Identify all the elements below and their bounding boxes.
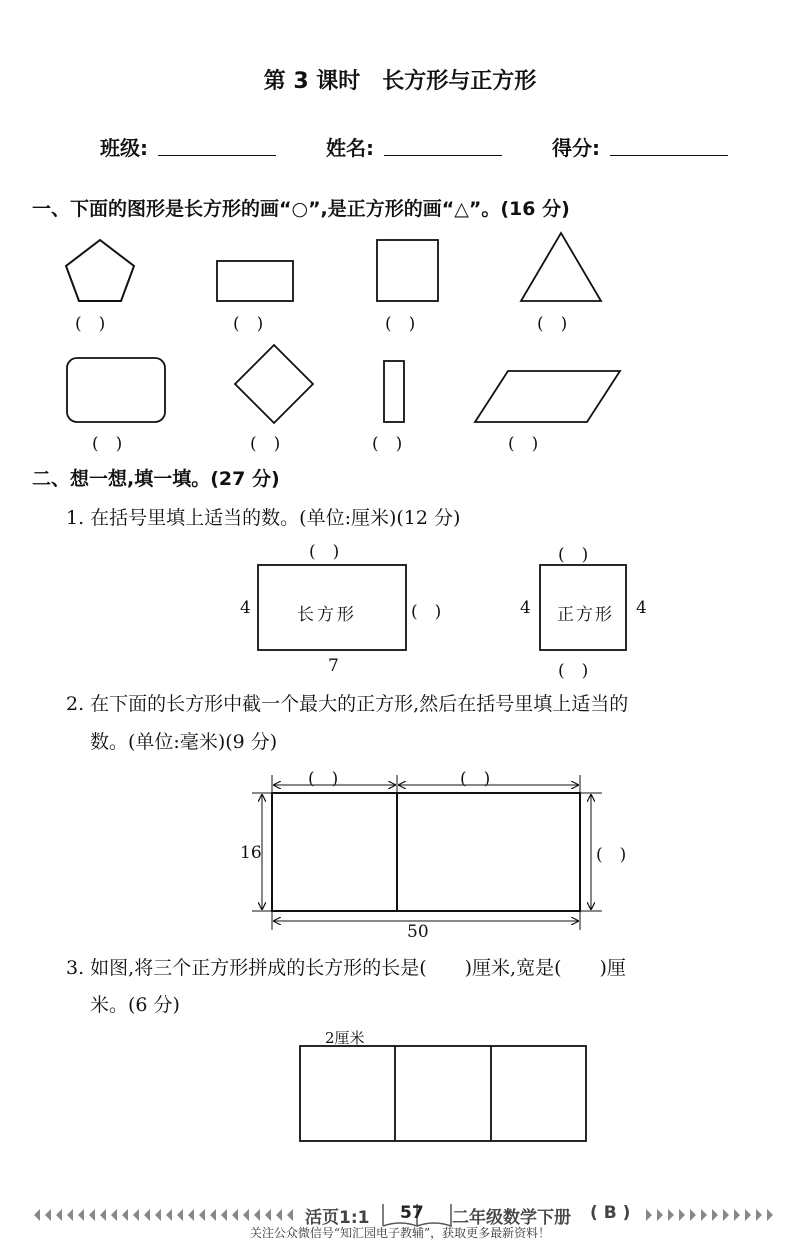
part2-heading: 二、想一想,填一填。(27 分) bbox=[32, 468, 280, 490]
q2-top-right-blank[interactable]: ( ) bbox=[460, 769, 491, 789]
footer-edition: ( B ) bbox=[590, 1203, 631, 1223]
answer-blank-4[interactable]: ( ) bbox=[537, 314, 568, 334]
q3-text-line2: 米。(6 分) bbox=[90, 994, 180, 1016]
name-label: 姓名: bbox=[326, 136, 374, 160]
page-title: 第 3 课时 长方形与正方形 bbox=[263, 69, 537, 94]
footer-notice: 关注公众微信号“知汇园电子教辅”，获取更多最新资料！ bbox=[249, 1226, 551, 1240]
q1-square-left-dim: 4 bbox=[520, 598, 531, 618]
q2-text-line1: 2. 在下面的长方形中截一个最大的正方形,然后在括号里填上适当的 bbox=[66, 693, 629, 715]
q1-rect-right-blank[interactable]: ( ) bbox=[411, 602, 442, 622]
score-label: 得分: bbox=[552, 136, 600, 160]
q1-square-bottom-blank[interactable]: ( ) bbox=[558, 661, 589, 681]
answer-blank-7[interactable]: ( ) bbox=[372, 434, 403, 454]
answer-blank-5[interactable]: ( ) bbox=[92, 434, 123, 454]
q2-bottom-dim: 50 bbox=[407, 922, 429, 942]
q1-square-right-dim: 4 bbox=[636, 598, 647, 618]
q1-text: 1. 在括号里填上适当的数。(单位:厘米)(12 分) bbox=[66, 507, 461, 529]
footer-page-number: 57 bbox=[400, 1203, 424, 1223]
q2-right-blank[interactable]: ( ) bbox=[596, 845, 627, 865]
footer-left-text: 活页1:1 bbox=[305, 1208, 370, 1228]
q2-text-line2: 数。(单位:毫米)(9 分) bbox=[90, 731, 278, 753]
q1-rect-top-blank[interactable]: ( ) bbox=[309, 542, 340, 562]
q1-rect-left-dim: 4 bbox=[240, 598, 251, 618]
q1-square-top-blank[interactable]: ( ) bbox=[558, 545, 589, 565]
q3-side-label: 2厘米 bbox=[325, 1029, 365, 1047]
footer-right-text: 二年级数学下册 bbox=[452, 1208, 571, 1228]
answer-blank-2[interactable]: ( ) bbox=[233, 314, 264, 334]
answer-blank-1[interactable]: ( ) bbox=[75, 314, 106, 334]
q2-left-dim: 16 bbox=[240, 843, 262, 863]
answer-blank-6[interactable]: ( ) bbox=[250, 434, 281, 454]
answer-blank-3[interactable]: ( ) bbox=[385, 314, 416, 334]
q1-rect-bottom-dim: 7 bbox=[328, 656, 339, 676]
q2-top-left-blank[interactable]: ( ) bbox=[308, 769, 339, 789]
q1-rect-label: 长方形 bbox=[297, 605, 357, 625]
q3-combined-rectangle bbox=[300, 1046, 586, 1141]
q1-square-label: 正方形 bbox=[557, 605, 614, 625]
q3-text-line1: 3. 如图,将三个正方形拼成的长方形的长是( )厘米,宽是( )厘 bbox=[66, 957, 626, 979]
part1-heading: 一、下面的图形是长方形的画“○”,是正方形的画“△”。(16 分) bbox=[32, 198, 570, 220]
answer-blank-8[interactable]: ( ) bbox=[508, 434, 539, 454]
class-label: 班级: bbox=[100, 136, 148, 160]
